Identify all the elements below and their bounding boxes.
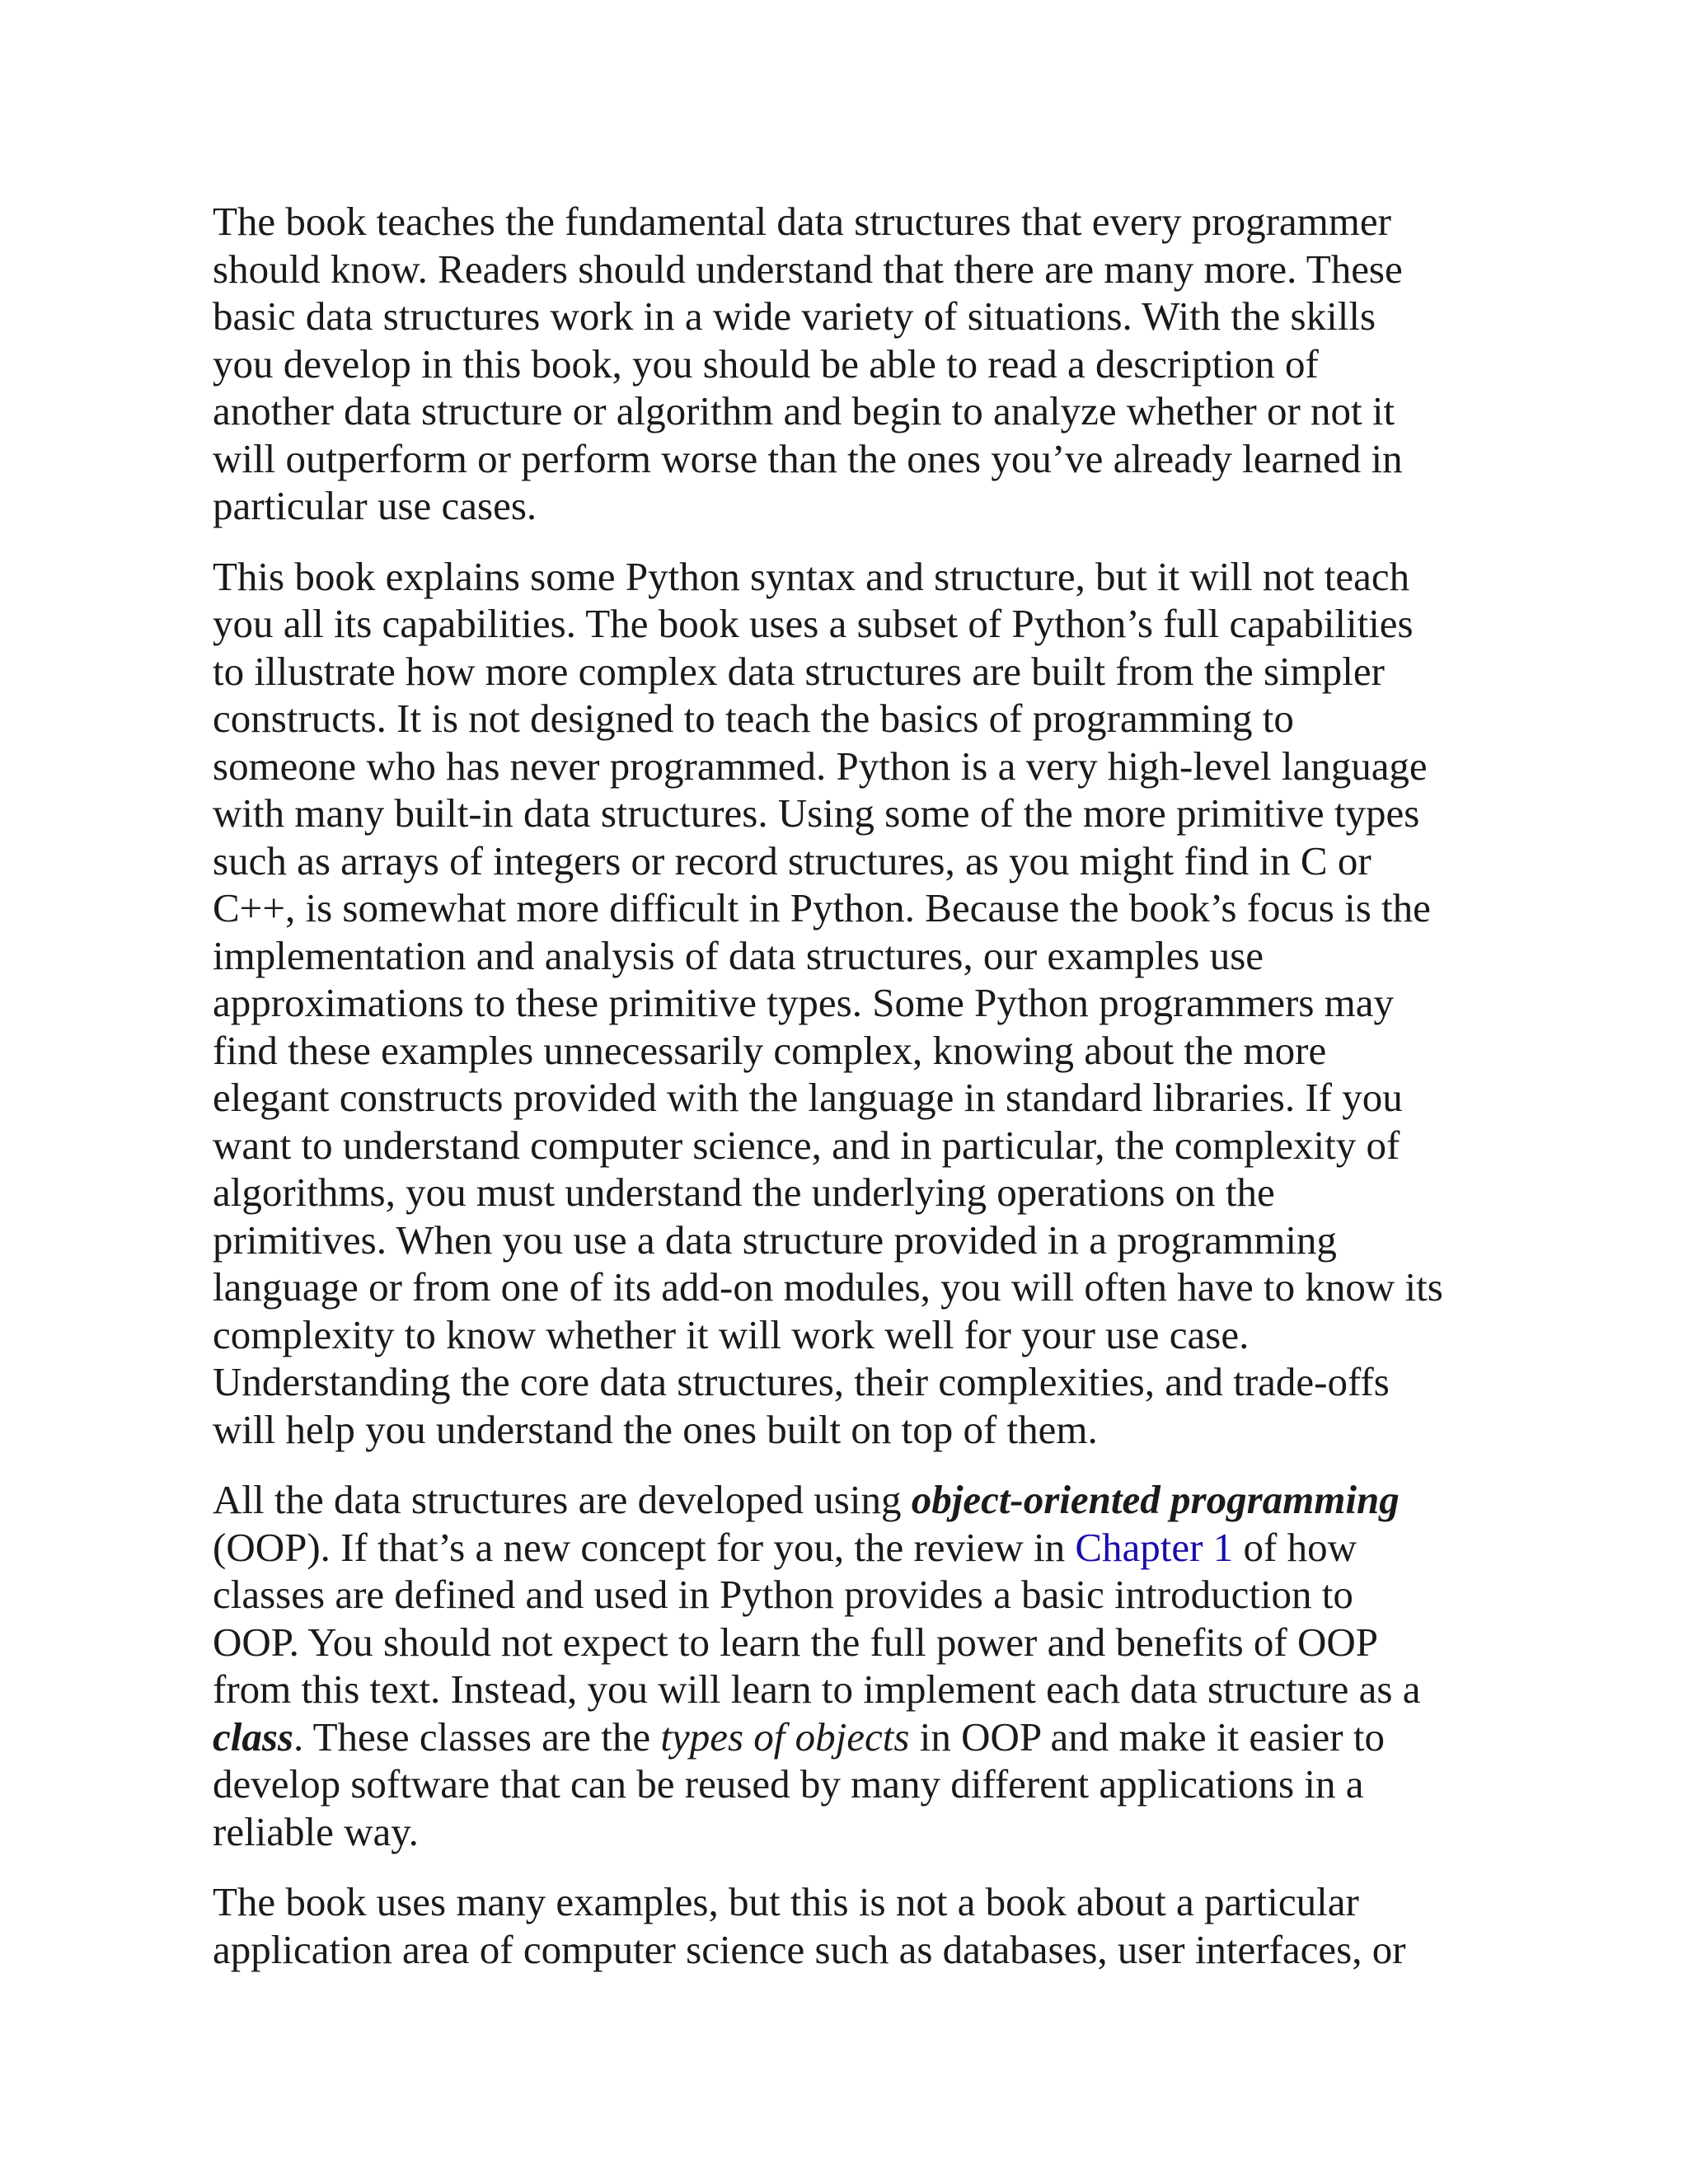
text-line: This book explains some Python syntax and structure, but it will not teach (213, 553, 1410, 599)
text-line: another data structure or algorithm and begin to analyze whether or not it (213, 388, 1395, 434)
text-line: with many built-in data structures. Using some of the more primitive types (213, 790, 1420, 836)
text-line: implementation and analysis of data structures, our examples use (213, 932, 1264, 978)
text-run: (OOP). If that’s a new concept for you, the review in (213, 1524, 1076, 1570)
text-line: Understanding the core data structures, their complexities, and trade-offs (213, 1359, 1390, 1404)
text-line: will help you understand the ones built on top of them. (213, 1406, 1098, 1452)
paragraph-3 (213, 1476, 1498, 1855)
text-line: from this text. Instead, you will learn to implement each data structure as a (213, 1666, 1421, 1712)
text-line: want to understand computer science, and in particular, the complexity of (213, 1122, 1400, 1168)
text-line: such as arrays of integers or record structures, as you might find in C or (213, 837, 1372, 883)
paragraph-2 (213, 553, 1498, 1454)
text-line: should know. Readers should understand that there are many more. These (213, 246, 1403, 292)
text-line: particular use cases. (213, 483, 537, 528)
text-line: you all its capabilities. The book uses a subset of Python’s full capabilities (213, 601, 1414, 646)
text-line: basic data structures work in a wide variety of situations. With the skills (213, 293, 1376, 339)
text-line: find these examples unnecessarily complex, knowing about the more (213, 1027, 1327, 1073)
text-line (213, 1476, 1498, 1524)
text-line: constructs. It is not designed to teach the basics of programming to (213, 696, 1294, 741)
text-line (213, 1524, 1498, 1572)
text-run: of how (1233, 1524, 1357, 1570)
emphasis-term: object-oriented programming (911, 1477, 1400, 1522)
text-line: OOP. You should not expect to learn the full power and benefits of OOP (213, 1619, 1379, 1665)
text-run: All the data structures are developed using (213, 1477, 912, 1522)
text-line: will outperform or perform worse than the ones you’ve already learned in (213, 435, 1403, 481)
text-line (213, 1713, 1498, 1761)
text-line: someone who has never programmed. Python is a very high-level language (213, 743, 1428, 789)
text-line: develop software that can be reused by many different applications in a (213, 1761, 1364, 1807)
paragraph-4 (213, 1878, 1498, 1973)
text-line: primitives. When you use a data structure provided in a programming (213, 1216, 1337, 1263)
text-line: complexity to know whether it will work well for your use case. (213, 1311, 1250, 1357)
text-line: you develop in this book, you should be able to read a description of (213, 340, 1319, 387)
text-line: reliable way. (213, 1808, 419, 1854)
text-run: . These classes are the (293, 1713, 661, 1760)
text-line: The book teaches the fundamental data structures that every programmer (213, 199, 1391, 244)
text-run: in OOP and make it easier to (909, 1713, 1385, 1760)
text-line: language or from one of its add-on modules, you will often have to know its (213, 1264, 1443, 1310)
text-line: elegant constructs provided with the language in standard libraries. If you (213, 1075, 1403, 1120)
paragraph-1 (213, 198, 1498, 530)
italic-phrase: types of objects (660, 1713, 910, 1760)
body-text (213, 198, 1498, 1996)
text-line: C++, is somewhat more difficult in Python. Because the book’s focus is the (213, 885, 1431, 930)
emphasis-term: class (213, 1713, 293, 1760)
text-line: application area of computer science such as databases, user interfaces, or (213, 1926, 1406, 1972)
text-line: The book uses many examples, but this is not a book about a particular (213, 1879, 1359, 1924)
chapter-1-link[interactable]: Chapter 1 (1075, 1524, 1234, 1570)
text-line: approximations to these primitive types. Some Python programmers may (213, 980, 1395, 1025)
text-line: algorithms, you must understand the underlying operations on the (213, 1169, 1275, 1215)
text-line: to illustrate how more complex data structures are built from the simpler (213, 648, 1385, 694)
text-line: classes are defined and used in Python provides a basic introduction to (213, 1572, 1353, 1617)
